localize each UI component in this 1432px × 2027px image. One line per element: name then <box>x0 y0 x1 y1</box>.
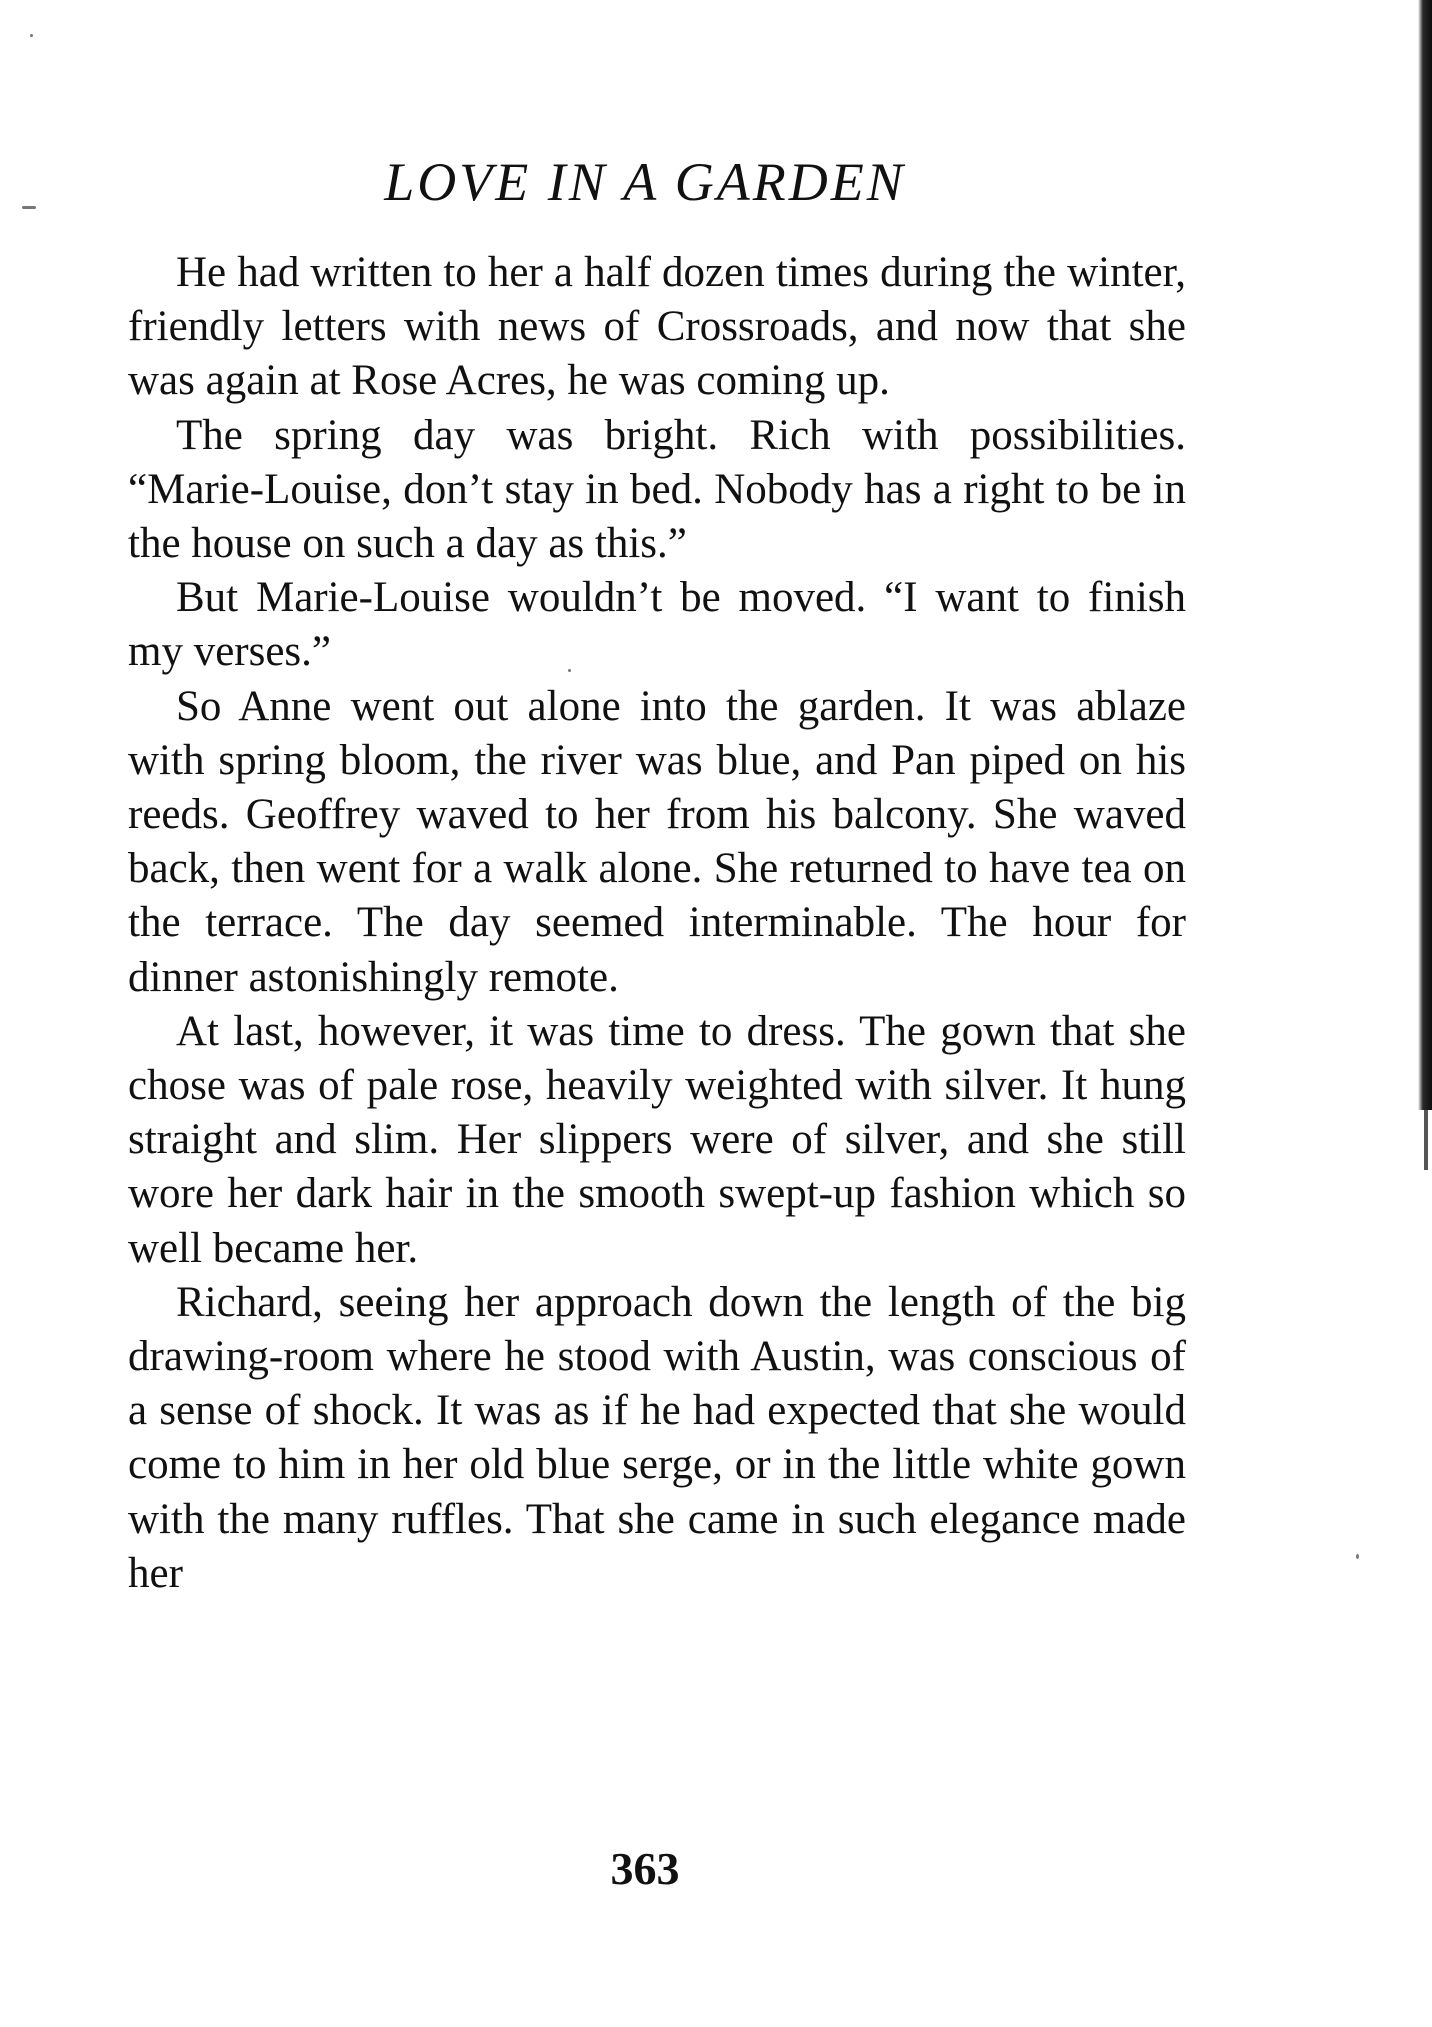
body-text <box>128 246 1186 1601</box>
paragraph: But Marie-Louise wouldn’t be moved. “I want to finish my verses.” <box>128 574 1186 676</box>
binding-shadow-lower <box>1424 1110 1428 1170</box>
paragraph: At last, however, it was time to dress. The gown that she chose was of pale rose, heavily weighted with silver. It hung straight and slim. Her slippers were of silver, and she still wore her dark hair in the smooth swept-up fashion which so well became her. <box>128 1007 1186 1272</box>
running-head: LOVE IN A GARDEN <box>384 152 906 212</box>
paragraph: So Anne went out alone into the garden. It was ablaze with spring bloom, the river was blue, and Pan piped on his reeds. Geoffrey waved to her from his balcony. She waved back, then went for a walk alone. She returned to have tea on the terrace. The day seemed interminable. The hour for dinner astonishingly remote. <box>128 682 1186 1001</box>
paragraph: Richard, seeing her approach down the length of the big drawing-room where he stood with Austin, was conscious of a sense of shock. It was as if he had expected that she would come to him in her old blue serge, or in the little white gown with the many ruffles. That she came in such elegance made her <box>128 1278 1186 1597</box>
ink-speck <box>30 34 33 37</box>
paragraph: He had written to her a half dozen times during the winter, friendly letters with news of Crossroads, and now that she was again at Rose Acres, he was coming up. <box>128 249 1186 405</box>
binding-shadow <box>1418 0 1432 1110</box>
page-number: 363 <box>610 1843 680 1894</box>
ink-speck <box>1356 1554 1359 1559</box>
paragraph: The spring day was bright. Rich with possibilities. “Marie-Louise, don’t stay in bed. Nobody has a right to be in the house on such a day as this.” <box>128 411 1186 568</box>
